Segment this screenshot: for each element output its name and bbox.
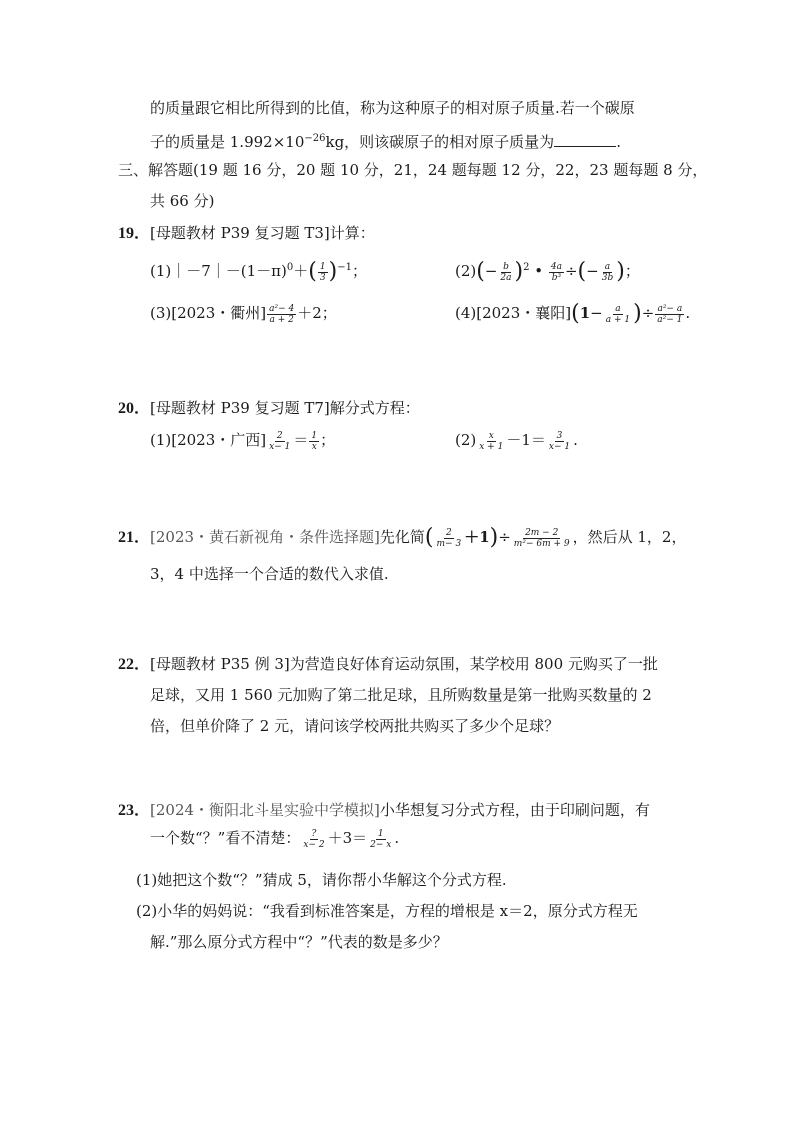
fraction: $\frac{2m - 2}{\text{m²− 6m + 9}}$: [513, 527, 570, 549]
question-23-line-2: 一个数“？”看不清楚： $\frac{?}{x- 2}$ ＋3＝ $\frac{1}{2- x}$ .: [150, 828, 400, 850]
question-source: [2023・黄石新视角・条件选择题]: [150, 528, 380, 546]
question-stem: [母题教材 P39 复习题 T7]解分式方程：: [150, 399, 420, 417]
question-number: 19．: [118, 225, 151, 242]
question-source: [2024・衡阳北斗星实验中学模拟]: [150, 801, 380, 819]
fraction: $\frac{1}{2- x}$: [370, 828, 392, 850]
fraction: $\frac{a}{3b}$: [601, 261, 614, 283]
question-number: 23．: [118, 802, 151, 819]
question-21-line-2: 3，4 中选择一个合适的数代入求值.: [150, 565, 389, 583]
question-22-line-2: 足球，又用 1 560 元加购了第二批足球，且所购数量是第一批购买数量的 2: [150, 686, 652, 704]
part-label: (2): [455, 262, 477, 280]
question-text: [母题教材 P35 例 3]为营造良好体育运动氛围，某学校用 800 元购买了一批: [150, 655, 658, 673]
fraction: $\frac{?}{x- 2}$: [303, 828, 325, 850]
fraction: $\frac{\text{a²− a}}{\text{a²− 1}}$: [657, 303, 683, 325]
q19-part-3: (3)[2023・衢州] $\frac{\text{a²− 4}}{a + 2}$ ＋2；: [150, 303, 337, 325]
q19-part-1: $(1)|-7|-(1-\pi)^0+$( $\frac{1}{3}$ )$^{-1}$；: [150, 259, 367, 284]
question-23-line-1: 23．[2024・衡阳北斗星实验中学模拟]小华想复习分式方程，由于印刷问题，有: [118, 801, 650, 819]
operator: ＋: [293, 262, 309, 280]
question-stem: [母题教材 P39 复习题 T3]计算：: [150, 224, 375, 242]
question-number: 20．: [118, 400, 151, 417]
question-22-line-3: 倍，但单价降了 2 元，请问该学校两批共购买了多少个足球？: [150, 717, 560, 735]
question-23-part-2-cont: 解.”那么原分式方程中“？”代表的数是多少？: [150, 933, 448, 951]
fraction: $\frac{\text{a²− 4}}{a + 2}$: [269, 303, 295, 325]
part-label: (1)｜－7｜－(1－π): [150, 262, 287, 280]
part-label: (4)[2023・襄阳]: [455, 304, 572, 322]
fraction: $\frac{1}{3}$: [319, 261, 326, 283]
q19-part-4: (4)[2023・襄阳](1− $\frac{a}{a + 1}$ )÷ $\frac{\text{a²− a}}{\text{a²− 1}}$ .: [455, 301, 691, 326]
q19-part-2: (2)(− $\frac{b}{2a}$ )$^2$ • $\frac{4a}{\text{b³}}$ ÷(− $\frac{a}{3b}$ )；: [455, 259, 640, 284]
part-label: (2): [455, 431, 477, 449]
exponent: −1: [337, 262, 352, 273]
fraction: $\frac{2}{m- 3}$: [436, 527, 462, 549]
intro-exponent: −26: [304, 133, 326, 144]
answer-blank[interactable]: [554, 132, 616, 147]
section-title: 三、解答题(19 题 16 分，20 题 10 分，21，24 题每题 12 分，22，23 题每题 8 分，: [118, 161, 708, 179]
fraction: $\frac{4a}{\text{b³}}$: [550, 261, 562, 283]
fraction: $\frac{2}{x- 1}$: [269, 430, 291, 452]
fraction: $\frac{1}{x}$: [311, 430, 318, 452]
part-label: (3)[2023・衢州]: [150, 304, 267, 322]
question-21-stem: 21．[2023・黄石新视角・条件选择题]先化简( $\frac{2}{m- 3}$ ＋1)÷ $\frac{2m - 2}{\text{m²− 6m + 9}}$ ，然后从 1，2，: [118, 525, 687, 550]
fraction: $\frac{a}{a + 1}$: [605, 303, 631, 325]
period: .: [616, 133, 621, 151]
question-22-line-1: [118, 654, 658, 675]
question-number: 22．: [118, 656, 151, 673]
exponent: 0: [286, 262, 294, 273]
question-19-stem: [118, 223, 375, 244]
fraction: $\frac{b}{2a}$: [500, 261, 512, 283]
fraction: $\frac{x}{x + 1}$: [479, 430, 504, 452]
intro-text-b: kg，则该碳原子的相对原子质量为: [325, 133, 555, 151]
part-label: (1)[2023・广西]: [150, 431, 267, 449]
q20-part-1: (1)[2023・广西] $\frac{2}{x- 1}$ ＝ $\frac{1}{x}$ ；: [150, 430, 336, 452]
question-20-stem: [118, 398, 420, 419]
intro-text: 子的质量是 1.992×10: [150, 133, 305, 151]
intro-line-2: [150, 129, 621, 152]
fraction: $\frac{3}{x- 1}$: [548, 430, 571, 452]
q20-part-2: (2) $\frac{x}{x + 1}$ －1＝ $\frac{3}{x- 1}$ .: [455, 430, 578, 452]
intro-line-1: 的质量跟它相比所得到的比值，称为这种原子的相对原子质量.若一个碳原: [150, 99, 635, 117]
section-title-cont: 共 66 分): [150, 192, 215, 210]
question-23-part-2: (2)小华的妈妈说：“我看到标准答案是，方程的增根是 x＝2，原分式方程无: [136, 902, 638, 920]
question-23-part-1: (1)她把这个数“？”猜成 5，请你帮小华解这个分式方程.: [136, 871, 507, 889]
question-number: 21．: [118, 529, 151, 546]
